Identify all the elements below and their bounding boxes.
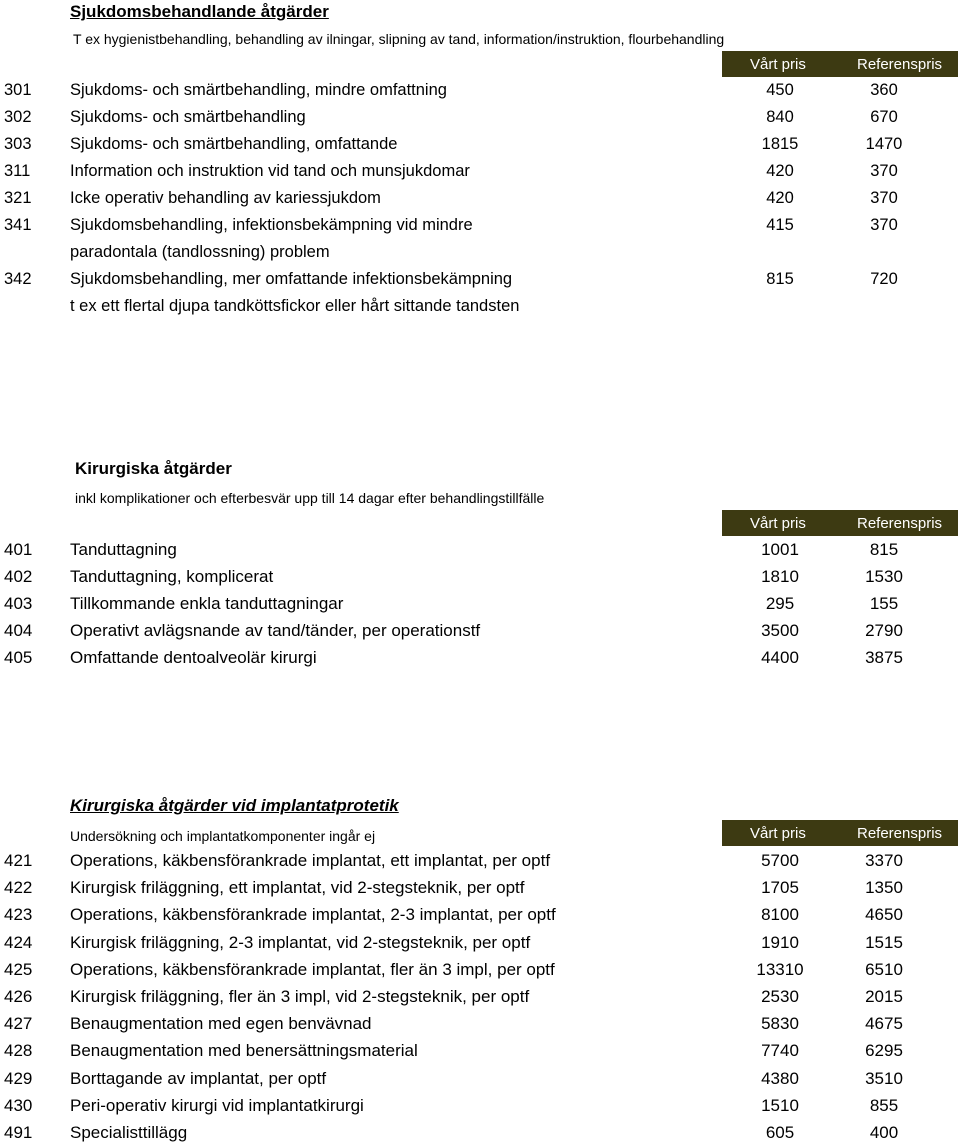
treatment-code: 302 — [4, 108, 32, 126]
treatment-code: 421 — [4, 851, 33, 870]
table-row — [0, 957, 960, 984]
ref-price-header: Referenspris — [857, 56, 943, 73]
treatment-description: Benaugmentation med benersättningsmaterial — [70, 1041, 418, 1060]
our-price-header: Vårt pris — [750, 56, 806, 73]
our-price: 420 — [766, 189, 794, 207]
treatment-description: Operativt avlägsnande av tand/tänder, per operationstf — [70, 621, 481, 640]
reference-price: 4650 — [865, 905, 903, 924]
reference-price: 4675 — [865, 1014, 903, 1033]
treatment-description: Kirurgisk friläggning, ett implantat, vid 2-stegsteknik, per optf — [70, 878, 525, 897]
reference-price: 855 — [869, 1096, 899, 1115]
our-price-header: Vårt pris — [750, 515, 806, 532]
treatment-description: Sjukdomsbehandling, mer omfattande infektionsbekämpning — [70, 270, 513, 288]
treatment-code: 491 — [4, 1123, 33, 1142]
reference-price: 3875 — [865, 648, 903, 667]
treatment-description: Omfattande dentoalveolär kirurgi — [70, 648, 317, 667]
reference-price: 360 — [870, 81, 898, 99]
our-price-header: Vårt pris — [750, 825, 806, 842]
table-row — [0, 645, 960, 672]
table-row — [0, 212, 960, 261]
section-title: Sjukdomsbehandlande åtgärder — [70, 2, 329, 21]
section-subtitle: T ex hygienistbehandling, behandling av ilningar, slipning av tand, information/instruktion, flourbehandling — [73, 31, 725, 47]
section-title: Kirurgiska åtgärder — [75, 459, 232, 478]
reference-price: 400 — [869, 1123, 899, 1142]
treatment-description: Operations, käkbensförankrade implantat, ett implantat, per optf — [70, 851, 551, 870]
reference-price: 155 — [869, 594, 899, 613]
treatment-code: 424 — [4, 933, 33, 952]
treatment-description: Information och instruktion vid tand och munsjukdomar — [70, 162, 470, 180]
treatment-code: 423 — [4, 905, 33, 924]
treatment-code: 401 — [4, 540, 33, 559]
our-price: 8100 — [761, 905, 799, 924]
table-row — [0, 1011, 960, 1038]
treatment-code: 425 — [4, 960, 33, 979]
our-price: 13310 — [756, 960, 804, 979]
table-row — [0, 537, 960, 564]
treatment-description: Tanduttagning, komplicerat — [70, 567, 274, 586]
reference-price: 1530 — [865, 567, 903, 586]
treatment-code: 404 — [4, 621, 33, 640]
our-price: 1910 — [761, 933, 799, 952]
treatment-code: 342 — [4, 270, 32, 288]
table-row — [0, 185, 960, 212]
our-price: 1001 — [761, 540, 799, 559]
our-price: 1815 — [761, 135, 799, 153]
reference-price: 670 — [870, 108, 898, 126]
treatment-description: Borttagande av implantat, per optf — [70, 1069, 327, 1088]
table-row — [0, 875, 960, 902]
our-price: 4400 — [761, 648, 799, 667]
reference-price: 3510 — [865, 1069, 903, 1088]
table-row — [0, 77, 960, 104]
treatment-description: Tillkommande enkla tanduttagningar — [70, 594, 344, 613]
treatment-code: 422 — [4, 878, 33, 897]
ref-price-header: Referenspris — [857, 515, 943, 532]
table-row — [0, 591, 960, 618]
treatment-code: 430 — [4, 1096, 33, 1115]
table-row — [0, 564, 960, 591]
reference-price: 370 — [870, 162, 898, 180]
treatment-description: Peri-operativ kirurgi vid implantatkirurgi — [70, 1096, 364, 1115]
reference-price: 370 — [870, 216, 898, 234]
reference-price: 720 — [870, 270, 898, 288]
table-row — [0, 1038, 960, 1065]
treatment-description: Sjukdoms- och smärtbehandling, mindre omfattning — [70, 81, 447, 99]
our-price: 295 — [765, 594, 795, 613]
table-row — [0, 1066, 960, 1093]
treatment-description: Sjukdomsbehandling, infektionsbekämpning vid mindre — [70, 216, 473, 234]
our-price: 4380 — [761, 1069, 799, 1088]
treatment-code: 405 — [4, 648, 33, 667]
treatment-code: 403 — [4, 594, 33, 613]
treatment-description-continued: t ex ett flertal djupa tandköttsfickor eller hårt sittande tandsten — [70, 297, 520, 315]
treatment-code: 321 — [4, 189, 32, 207]
reference-price: 3370 — [865, 851, 903, 870]
table-row — [0, 930, 960, 957]
table-row — [0, 1093, 960, 1120]
table-row — [0, 984, 960, 1011]
section-title: Kirurgiska åtgärder vid implantatprotetik — [70, 796, 399, 815]
table-row — [0, 848, 960, 875]
treatment-description: Tanduttagning — [70, 540, 177, 559]
reference-price: 6295 — [865, 1041, 903, 1060]
our-price: 420 — [766, 162, 794, 180]
reference-price: 1515 — [865, 933, 903, 952]
reference-price: 2790 — [865, 621, 903, 640]
treatment-description: Specialisttillägg — [70, 1123, 188, 1142]
section-subtitle: Undersökning och implantatkomponenter ingår ej — [70, 828, 376, 844]
reference-price: 1350 — [865, 878, 903, 897]
treatment-description: Kirurgisk friläggning, 2-3 implantat, vid 2-stegsteknik, per optf — [70, 933, 531, 952]
treatment-description: Kirurgisk friläggning, fler än 3 impl, vid 2-stegsteknik, per optf — [70, 987, 530, 1006]
our-price: 415 — [766, 216, 794, 234]
our-price: 3500 — [761, 621, 799, 640]
table-row — [0, 104, 960, 131]
table-row — [0, 131, 960, 158]
treatment-description: Sjukdoms- och smärtbehandling — [70, 108, 306, 126]
ref-price-header: Referenspris — [857, 825, 943, 842]
our-price: 1705 — [761, 878, 799, 897]
our-price: 7740 — [761, 1041, 799, 1060]
treatment-description: Icke operativ behandling av kariessjukdom — [70, 189, 381, 207]
our-price: 5830 — [761, 1014, 799, 1033]
treatment-code: 341 — [4, 216, 32, 234]
treatment-code: 426 — [4, 987, 33, 1006]
table-row — [0, 158, 960, 185]
treatment-code: 428 — [4, 1041, 33, 1060]
reference-price: 2015 — [865, 987, 903, 1006]
reference-price: 6510 — [865, 960, 903, 979]
our-price: 605 — [765, 1123, 795, 1142]
our-price: 450 — [766, 81, 794, 99]
our-price: 5700 — [761, 851, 799, 870]
treatment-code: 429 — [4, 1069, 33, 1088]
price-header — [722, 51, 958, 77]
our-price: 840 — [766, 108, 794, 126]
reference-price: 815 — [869, 540, 899, 559]
treatment-code: 301 — [4, 81, 32, 99]
treatment-code: 303 — [4, 135, 32, 153]
treatment-description: Operations, käkbensförankrade implantat, 2-3 implantat, per optf — [70, 905, 556, 924]
our-price: 815 — [766, 270, 794, 288]
reference-price: 370 — [870, 189, 898, 207]
treatment-description: Benaugmentation med egen benvävnad — [70, 1014, 372, 1033]
our-price: 2530 — [761, 987, 799, 1006]
our-price: 1510 — [761, 1096, 799, 1115]
treatment-description: Operations, käkbensförankrade implantat, fler än 3 impl, per optf — [70, 960, 555, 979]
section-subtitle: inkl komplikationer och efterbesvär upp till 14 dagar efter behandlingstillfälle — [75, 490, 545, 506]
treatment-code: 402 — [4, 567, 33, 586]
treatment-description: Sjukdoms- och smärtbehandling, omfattande — [70, 135, 398, 153]
table-row — [0, 266, 960, 315]
our-price: 1810 — [761, 567, 799, 586]
reference-price: 1470 — [865, 135, 903, 153]
treatment-code: 311 — [4, 162, 31, 180]
price-header — [722, 820, 958, 846]
table-row — [0, 618, 960, 645]
treatment-code: 427 — [4, 1014, 33, 1033]
treatment-description-continued: paradontala (tandlossning) problem — [70, 243, 330, 261]
table-row — [0, 902, 960, 929]
price-header — [722, 510, 958, 536]
